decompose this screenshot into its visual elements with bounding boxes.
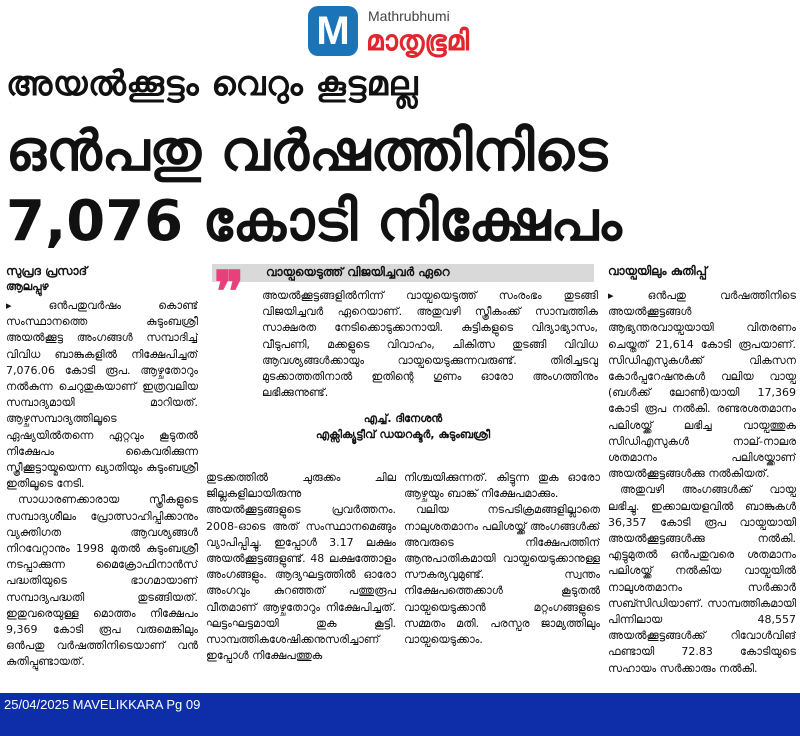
article-column-3 bbox=[404, 470, 600, 688]
logo-english: Mathrubhumi bbox=[368, 8, 450, 24]
footer-date-edition: 25/04/2025 MAVELIKKARA Pg 09 bbox=[4, 697, 201, 712]
pull-quote-text: അയൽക്കൂട്ടങ്ങളിൽനിന്ന് വായ്പയെടുത്ത് സംരംഭം തുടങ്ങി വിജയിച്ചവർ ഏറെയാണ്. അതുവഴി സ്ത്രീകംക്ക് സാമ്പത്തിക സാക്ഷരത നേടിക്കൊടുക്കാനായി. കുട്ടികളുടെ വിദ്യാഭ്യാസം, വീടുപണി, മക്കളുടെ വിവാഹം, ചികിത്സ തുടങ്ങി വിവിധ ആവശ്യങ്ങൾക്കായും വായ്പയെടുക്കുന്നവരുണ്ട്. തിരിച്ചടവു മുടക്കാത്തതിനാൽ ഇതിന്റെ ഗുണം ഓരോ അംഗത്തിനും ലഭിക്കുന്നുണ്ട്. bbox=[262, 289, 598, 400]
footer-bar bbox=[0, 693, 800, 736]
paragraph: സാധാരണക്കാരായ സ്ത്രീകളുടെ സമ്പാദ്യശീലം പ്രോത്സാഹിപ്പിക്കാനും വ്യക്തിഗത ആവശ്യങ്ങൾ നിറവേറ്റാനും 1998 മുതൽ കുടുംബശ്രീ നടപ്പാക്കുന്ന മൈക്രോഫിനാൻസ് പദ്ധതിയുടെ ഭാഗമായാണ് സമ്പാദ്യപദ്ധതി തുടങ്ങിയത്. ഇതുവരെയുള്ള മൊത്തം നിക്ഷേപം 9,369 കോടി രൂപ വരുമെങ്കിലും ഒൻപതു വർഷത്തിനിടെയാണ് വൻ കുതിപ്പുണ്ടായത്. bbox=[6, 493, 198, 669]
pull-quote-role: എക്സിക്യൂട്ടീവ് ഡയറക്ടർ, കുടുംബശ്രീ bbox=[315, 428, 491, 441]
article-column-1 bbox=[6, 298, 198, 688]
headline-line-2: 7,076 കോടി നിക്ഷേപം bbox=[6, 189, 622, 254]
headline-line-1: ഒൻപതു വർഷത്തിനിടെ bbox=[6, 119, 608, 184]
pull-quote-name: എച്ച്. ദിനേശൻ bbox=[363, 412, 443, 425]
quote-mark-icon: ❞ bbox=[214, 259, 245, 325]
byline-author: സുപ്രദ പ്രസാദ് bbox=[6, 264, 88, 278]
paragraph: ▸ ഒൻപതുവർഷം കൊണ്ട് സംസ്ഥാനത്തെ കുടുംബശ്രീ അയൽക്കൂട്ട അംഗങ്ങൾ സമ്പാദിച്ച് വിവിധ ബാങ്കുകളിൽ നിക്ഷേപിച്ചത് 7,076.06 കോടി രൂപ. ആഴ്ചതോറും നൽകുന്ന ചെറുതുകയാണ് ഇത്രവലിയ സമ്പാദ്യമായി മാറിയത്. ആഴ്ചസമ്പാദ്യത്തിലൂടെ ഏഷ്യയിൽതന്നെ ഏറ്റവും കൂടുതൽ നിക്ഷേപം കൈവരിക്കുന്ന സ്ത്രീക്കൂട്ടായ്മയെന്ന ഖ്യാതിയും കുടുംബശ്രീ ഇതിലൂടെ നേടി. bbox=[6, 299, 198, 491]
byline-place: ആലപ്പുഴ bbox=[6, 280, 49, 293]
paragraph: തുടക്കത്തിൽ ചുരുക്കം ചില ജില്ലകളിലായിരുന്നു അയൽക്കൂട്ടങ്ങളുടെ പ്രവർത്തനം. 2008-ഓടെ അത് സംസ്ഥാനമെങ്ങും വ്യാപിപ്പിച്ചു. ഇപ്പോൾ 3.17 ലക്ഷം അയൽക്കൂട്ടങ്ങളുണ്ട്. 48 ലക്ഷത്തോളം അംഗങ്ങളും. ആദ്യഘട്ടത്തിൽ ഓരോ അംഗവും കുറഞ്ഞത് പത്തുരൂപ വീതമാണ് ആഴ്ചതോറും നിക്ഷേപിച്ചത്. ഘട്ടംഘട്ടമായി തുക കൂട്ടി. സാമ്പത്തികശേഷിക്കനുസരിച്ചാണ് ഇപ്പോൾ നിക്ഷേപത്തുക bbox=[206, 471, 396, 663]
logo-mark: M bbox=[308, 6, 358, 56]
pull-quote-title: വായ്പയെടുത്ത് വിജയിച്ചവർ ഏറെ bbox=[266, 265, 450, 279]
paragraph: വലിയ നടപടിക്രമങ്ങളില്ലാതെ നാലുശതമാനം പലിശയ്ക്ക് അംഗങ്ങൾക്ക് അവരുടെ നിക്ഷേപത്തിന് ആനുപാതികമായി വായ്പയെടുക്കാനുള്ള സൗകര്യവുമുണ്ട്. സ്വന്തം നിക്ഷേപത്തെക്കാൾ കൂടുതൽ വായ്പയെടുക്കാൻ മറ്റംഗങ്ങളുടെ സമ്മതം മതി. പരസ്പര ജാമ്യത്തിലും വായ്പയെടുക്കാം. bbox=[404, 503, 600, 647]
pull-quote-box bbox=[206, 259, 600, 462]
paragraph: ▸ ഒൻപതു വർഷത്തിനിടെ അയൽക്കൂട്ടങ്ങൾ ആഭ്യന്തരവായ്പയായി വിതരണം ചെയ്തത് 21,614 കോടി രൂപയാണ്. സിഡിഎസുകൾക്ക് വികസന കോർപ്പറേഷനുകൾ വലിയ വായ്പ (ബൾക്ക് ലോൺ)യായി 17,369 കോടി രൂപ നൽകി. രണ്ടരശതമാനം പലിശയ്ക്ക് ലഭിച്ച വായ്പത്തുക സിഡിഎസുകൾ നാല്-നാലര ശതമാനം പലിശയ്ക്കാണ് അയൽക്കൂട്ടങ്ങൾക്കു നൽകിയത്. bbox=[608, 289, 796, 481]
logo-malayalam: മാതൃഭൂമി bbox=[366, 24, 470, 57]
article-column-2 bbox=[206, 470, 396, 688]
article-column-4 bbox=[608, 288, 796, 688]
paragraph: അതുവഴി അംഗങ്ങൾക്ക് വായ്പ ലഭിച്ചു. ഇക്കാലയളവിൽ ബാങ്കുകൾ 36,357 കോടി രൂപ വായ്പയായി അയൽക്കൂട്ടങ്ങൾക്കു നൽകി. എട്ടുമുതൽ ഒൻപതുവരെ ശതമാനം പലിശയ്ക്ക് നൽകിയ വായ്പയിൽ നാലുശതമാനം സർക്കാർ സബ്സിഡിയാണ്. സാമ്പത്തികമായി പിന്നിലായ 48,557 അയൽക്കൂട്ടങ്ങൾക്ക് റിവോൾവിങ് ഫണ്ടായി 72.83 കോടിയുടെ സഹായം സർക്കാരും നൽകി. bbox=[608, 483, 796, 675]
kicker: അയൽക്കൂട്ടം വെറും കൂട്ടമല്ല bbox=[6, 64, 419, 104]
paragraph: നിശ്ചയിക്കുന്നത്. കിട്ടുന്ന തുക ഓരോ ആഴ്ചയും ബാങ്ക് നിക്ഷേപമാക്കും. bbox=[404, 471, 600, 501]
masthead-logo bbox=[308, 6, 548, 62]
subhead-loans: വായ്പയിലും കുതിപ്പ് bbox=[608, 264, 707, 278]
